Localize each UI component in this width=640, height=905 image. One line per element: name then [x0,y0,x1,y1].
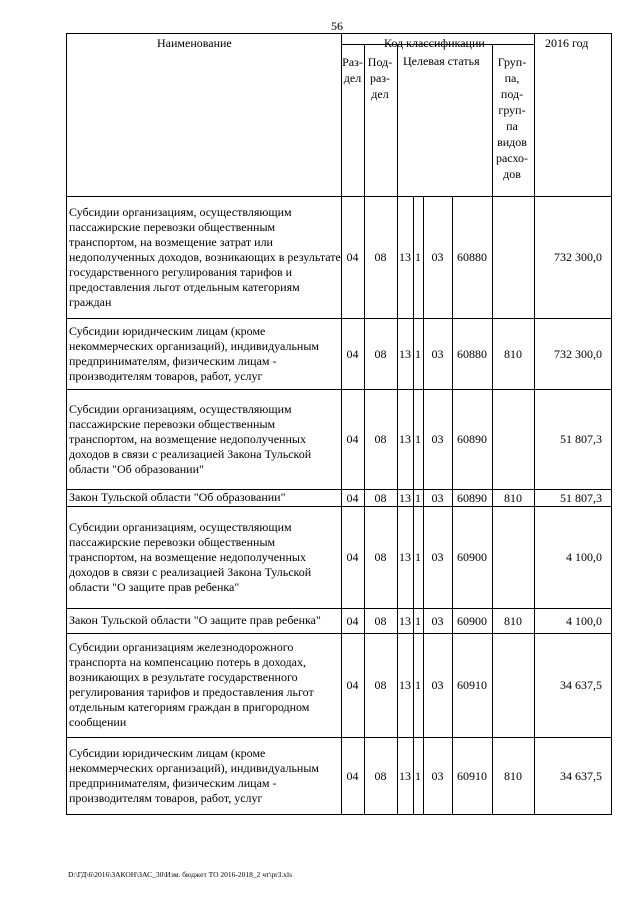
row-amount: 732 300,0 [554,250,602,264]
column-divider [423,196,424,814]
row-c1: 13 [399,768,411,783]
row-c1: 13 [399,678,411,692]
budget-table [66,33,612,815]
column-divider [397,44,398,814]
column-divider [341,34,342,814]
row-podrazdel: 08 [374,613,387,628]
row-name: Субсидии юридическим лицам (кроме некоммерческих организаций), индивидуальным предпринимателям, физическим лицам - производителям товаров, работ, услуг [69,323,319,383]
row-amount: 34 637,5 [560,678,602,692]
column-divider [492,44,493,814]
row-c2: 1 [415,768,421,783]
row-amount: 4 100,0 [566,550,602,564]
row-divider [67,318,611,319]
row-c1: 13 [399,250,411,264]
column-divider [452,196,453,814]
row-divider [67,737,611,738]
row-amount: 4 100,0 [566,613,602,628]
row-name: Субсидии организациям, осуществляющим пассажирские перевозки общественным транспортом, на возмещение недополученных доходов в связи с реализацией Закона Тульской области "О защите прав ребенка" [69,519,312,594]
row-c3: 03 [431,250,444,264]
header-podrazdel: Под- раз- дел [367,55,393,101]
row-c2: 1 [415,613,421,628]
row-razdel: 04 [346,678,359,692]
row-podrazdel: 08 [374,678,387,692]
row-podrazdel: 08 [374,346,387,361]
row-name: Субсидии организациям, осуществляющим пассажирские перевозки общественным транспортом, на возмещение затрат или недополученных доходов, возникающих в результате государственного регулирования тарифов и предоставления льгот отдельным категориям граждан [69,204,341,309]
row-name: Субсидии организациям, осуществляющим пассажирские перевозки общественным транспортом, на возмещение недополученных доходов в связи с реализацией Закона Тульской области "Об образовании" [69,401,312,476]
column-divider [534,34,535,814]
row-c4: 60880 [457,250,487,264]
header-classification: Код классификации [384,36,485,50]
row-razdel: 04 [346,346,359,361]
row-c3: 03 [431,678,444,692]
row-c3: 03 [431,613,444,628]
header-sub-divider [341,44,534,45]
column-divider [364,44,365,814]
row-c4: 60890 [457,490,487,505]
row-podrazdel: 08 [374,768,387,783]
row-c4: 60890 [457,432,487,446]
row-c2: 1 [415,550,421,564]
page-number: 56 [331,19,343,33]
row-divider [67,389,611,390]
header-razdel: Раз- дел [342,55,363,85]
row-podrazdel: 08 [374,550,387,564]
row-group: 810 [504,490,522,505]
row-name: Закон Тульской области "О защите прав ребенка" [69,613,321,627]
row-amount: 732 300,0 [554,346,602,361]
row-razdel: 04 [346,250,359,264]
row-name: Закон Тульской области "Об образовании" [69,490,286,504]
row-c4: 60880 [457,346,487,361]
row-c3: 03 [431,490,444,505]
row-group: 810 [504,768,522,783]
row-c2: 1 [415,432,421,446]
column-divider [413,196,414,814]
row-c1: 13 [399,432,411,446]
row-razdel: 04 [346,550,359,564]
row-c2: 1 [415,678,421,692]
header-year: 2016 год [545,36,589,50]
row-razdel: 04 [346,613,359,628]
row-name: Субсидии организациям железнодорожного транспорта на компенсацию потерь в доходах, возникающих в результате государственного регулирования тарифов и предоставления льгот отдельным категориям граждан в пригородном сообщении [69,640,314,729]
header-target: Целевая статья [403,54,480,68]
row-podrazdel: 08 [374,250,387,264]
file-path-footer: D:\ГД\6\2016\ЗАКОН\ЗАС_30\Изм. бюджет ТО 2016-2018_2 чт\pr3.xls [68,870,293,879]
row-c2: 1 [415,346,421,361]
row-c2: 1 [415,250,421,264]
row-amount: 51 807,3 [560,490,602,505]
row-group: 810 [504,346,522,361]
row-name: Субсидии юридическим лицам (кроме некоммерческих организаций), индивидуальным предпринимателям, физическим лицам - производителям товаров, работ, услуг [69,745,319,805]
row-c4: 60900 [457,550,487,564]
header-name: Наименование [157,36,232,50]
row-razdel: 04 [346,432,359,446]
row-razdel: 04 [346,768,359,783]
row-divider [67,608,611,609]
row-c4: 60900 [457,613,487,628]
row-divider [67,506,611,507]
header-group: Груп- па, под- груп- па видов расхо- дов [495,55,529,181]
row-c4: 60910 [457,678,487,692]
row-c1: 13 [399,490,411,505]
row-c3: 03 [431,432,444,446]
row-podrazdel: 08 [374,490,387,505]
row-amount: 51 807,3 [560,432,602,446]
row-c2: 1 [415,490,421,505]
row-c3: 03 [431,346,444,361]
row-c3: 03 [431,768,444,783]
row-c4: 60910 [457,768,487,783]
row-divider [67,633,611,634]
row-c3: 03 [431,550,444,564]
row-razdel: 04 [346,490,359,505]
row-c1: 13 [399,550,411,564]
row-divider [67,196,611,197]
row-amount: 34 637,5 [560,768,602,783]
row-group: 810 [504,613,522,628]
row-c1: 13 [399,613,411,628]
row-podrazdel: 08 [374,432,387,446]
row-c1: 13 [399,346,411,361]
